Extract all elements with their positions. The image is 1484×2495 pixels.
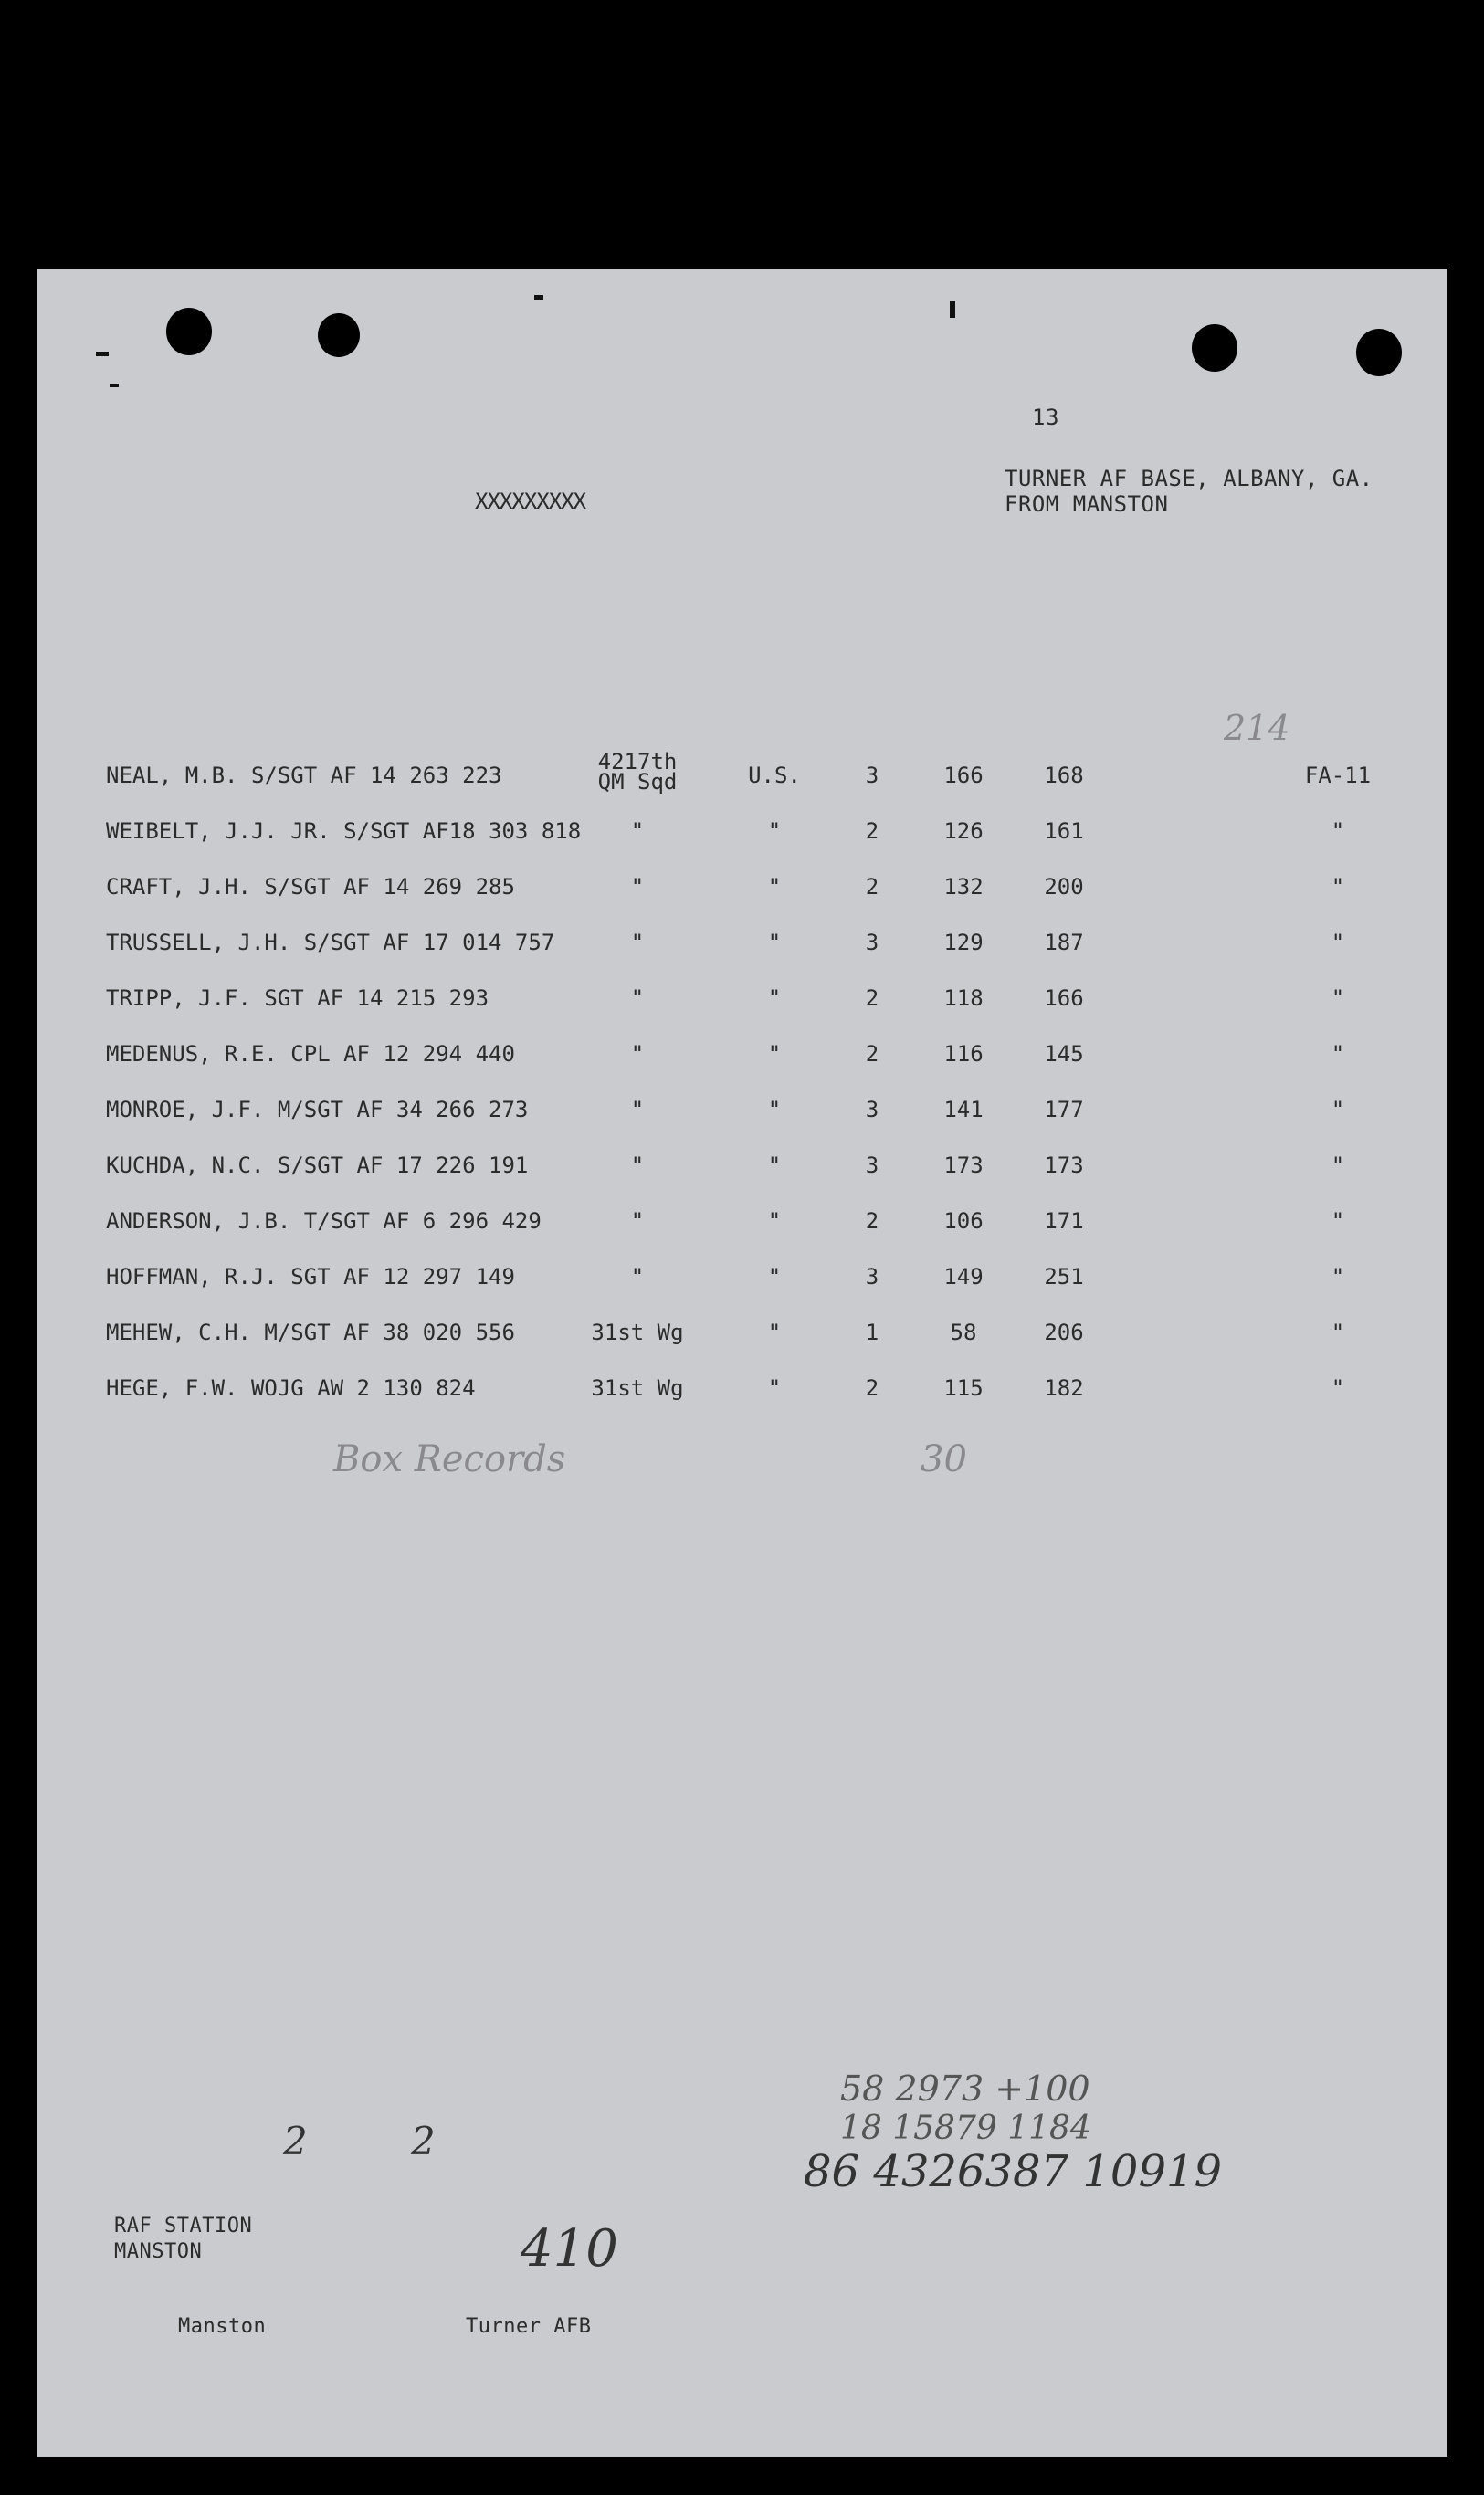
cell-a: 3	[865, 1097, 879, 1122]
cell-fa: "	[1331, 985, 1345, 1011]
cell-fa: "	[1331, 1320, 1345, 1345]
cell-country: "	[767, 1264, 782, 1290]
cell-a: 3	[865, 1264, 879, 1290]
cell-fa: "	[1331, 930, 1345, 955]
speck	[96, 352, 109, 356]
cell-fa: "	[1331, 1041, 1345, 1067]
cell-fa: "	[1331, 1375, 1345, 1401]
cell-fa: "	[1331, 1097, 1345, 1122]
label-turner-afb: Turner AFB	[466, 2315, 592, 2338]
punch-hole-3	[1192, 324, 1237, 372]
cell-fa: "	[1331, 818, 1345, 844]
cell-a: 2	[865, 1208, 879, 1234]
table-row	[37, 749, 1447, 799]
cell-unit: "	[630, 1208, 645, 1234]
cell-c: 166	[1044, 985, 1084, 1011]
cell-unit: "	[630, 985, 645, 1011]
cell-country: "	[767, 1208, 782, 1234]
cell-name: NEAL, M.B. S/SGT AF 14 263 223	[106, 763, 502, 788]
table-row	[37, 1097, 1447, 1133]
cell-a: 2	[865, 818, 879, 844]
handwritten-2-left: 2	[283, 2119, 308, 2163]
raf-station-line-1: RAF STATION	[114, 2215, 253, 2237]
cell-unit: "	[630, 1153, 645, 1178]
cell-b: 126	[943, 818, 984, 844]
table-row	[37, 818, 1447, 855]
cell-a: 3	[865, 1153, 879, 1178]
handwritten-box-records: Box Records	[333, 1438, 566, 1480]
handwritten-410: 410	[521, 2219, 618, 2279]
table-row	[37, 985, 1447, 1022]
cell-fa: "	[1331, 1153, 1345, 1178]
cell-c: 168	[1044, 763, 1084, 788]
cell-country: "	[767, 1375, 782, 1401]
cell-b: 129	[943, 930, 984, 955]
handwritten-sum-line-1: 58 2973 +100	[840, 2069, 1090, 2109]
cell-name: TRIPP, J.F. SGT AF 14 215 293	[106, 985, 489, 1011]
cell-c: 173	[1044, 1153, 1084, 1178]
cell-b: 115	[943, 1375, 984, 1401]
cell-b: 166	[943, 763, 984, 788]
cell-b: 132	[943, 874, 984, 900]
table-row	[37, 874, 1447, 911]
cell-unit: 31st Wg	[591, 1320, 684, 1345]
cell-name: ANDERSON, J.B. T/SGT AF 6 296 429	[106, 1208, 542, 1234]
table-row	[37, 1320, 1447, 1356]
handwritten-2-right: 2	[411, 2119, 436, 2163]
cell-name: HOFFMAN, R.J. SGT AF 12 297 149	[106, 1264, 515, 1290]
cell-unit: 4217th QM Sqd	[597, 749, 678, 795]
cell-fa: "	[1331, 874, 1345, 900]
cell-b: 106	[943, 1208, 984, 1234]
cell-name: TRUSSELL, J.H. S/SGT AF 17 014 757	[106, 930, 555, 955]
table-row	[37, 930, 1447, 966]
handwritten-sum-line-2: 18 15879 1184	[840, 2110, 1091, 2147]
cell-country: "	[767, 818, 782, 844]
cell-c: 206	[1044, 1320, 1084, 1345]
speck	[110, 384, 119, 387]
cell-b: 141	[943, 1097, 984, 1122]
cell-country: "	[767, 1097, 782, 1122]
cell-c: 200	[1044, 874, 1084, 900]
label-manston: Manston	[178, 2315, 267, 2338]
cell-fa: "	[1331, 1208, 1345, 1234]
cell-c: 161	[1044, 818, 1084, 844]
cell-unit: "	[630, 1097, 645, 1122]
table-row	[37, 1153, 1447, 1189]
page-number: 13	[1032, 405, 1059, 430]
cell-a: 2	[865, 874, 879, 900]
cell-country: "	[767, 1153, 782, 1178]
cell-c: 251	[1044, 1264, 1084, 1290]
table-row	[37, 1375, 1447, 1412]
punch-hole-1	[166, 308, 212, 355]
document-page	[37, 269, 1447, 2457]
cell-unit: "	[630, 930, 645, 955]
cell-fa: "	[1331, 1264, 1345, 1290]
punch-hole-2	[318, 313, 360, 357]
cell-unit: "	[630, 1041, 645, 1067]
cell-a: 2	[865, 1375, 879, 1401]
cell-b: 173	[943, 1153, 984, 1178]
cell-a: 2	[865, 985, 879, 1011]
cell-country: U.S.	[748, 763, 801, 788]
cell-b: 116	[943, 1041, 984, 1067]
table-row	[37, 1208, 1447, 1245]
cell-fa: FA-11	[1304, 763, 1372, 788]
cell-c: 145	[1044, 1041, 1084, 1067]
cell-a: 2	[865, 1041, 879, 1067]
cell-b: 149	[943, 1264, 984, 1290]
cell-country: "	[767, 1320, 782, 1345]
cell-name: MEDENUS, R.E. CPL AF 12 294 440	[106, 1041, 515, 1067]
cell-country: "	[767, 1041, 782, 1067]
cell-name: CRAFT, J.H. S/SGT AF 14 269 285	[106, 874, 515, 900]
raf-station-line-2: MANSTON	[114, 2240, 203, 2263]
table-row	[37, 1264, 1447, 1300]
table-row	[37, 1041, 1447, 1078]
punch-hole-4	[1356, 329, 1402, 376]
cell-c: 177	[1044, 1097, 1084, 1122]
cell-a: 3	[865, 930, 879, 955]
cell-country: "	[767, 874, 782, 900]
speck	[534, 295, 543, 300]
cell-unit: "	[630, 874, 645, 900]
speck	[950, 301, 955, 318]
cell-unit: 31st Wg	[591, 1375, 684, 1401]
cell-country: "	[767, 985, 782, 1011]
base-line-1: TURNER AF BASE, ALBANY, GA.	[1005, 466, 1373, 491]
cell-name: MEHEW, C.H. M/SGT AF 38 020 556	[106, 1320, 515, 1345]
cell-b: 118	[943, 985, 984, 1011]
cell-unit: "	[630, 1264, 645, 1290]
cell-name: KUCHDA, N.C. S/SGT AF 17 226 191	[106, 1153, 529, 1178]
cell-c: 187	[1044, 930, 1084, 955]
cell-b: 58	[950, 1320, 977, 1345]
cell-c: 171	[1044, 1208, 1084, 1234]
crossed-out-text: XXXXXXXXX	[475, 489, 586, 514]
cell-name: HEGE, F.W. WOJG AW 2 130 824	[106, 1375, 476, 1401]
cell-name: MONROE, J.F. M/SGT AF 34 266 273	[106, 1097, 529, 1122]
cell-c: 182	[1044, 1375, 1084, 1401]
handwritten-30: 30	[921, 1438, 967, 1480]
cell-name: WEIBELT, J.J. JR. S/SGT AF18 303 818	[106, 818, 582, 844]
handwritten-sum-line-3: 86 4326387 10919	[804, 2146, 1223, 2197]
cell-country: "	[767, 930, 782, 955]
handwritten-214: 214	[1224, 708, 1290, 748]
base-line-2: FROM MANSTON	[1005, 491, 1169, 517]
cell-unit: "	[630, 818, 645, 844]
cell-a: 3	[865, 763, 879, 788]
cell-a: 1	[865, 1320, 879, 1345]
